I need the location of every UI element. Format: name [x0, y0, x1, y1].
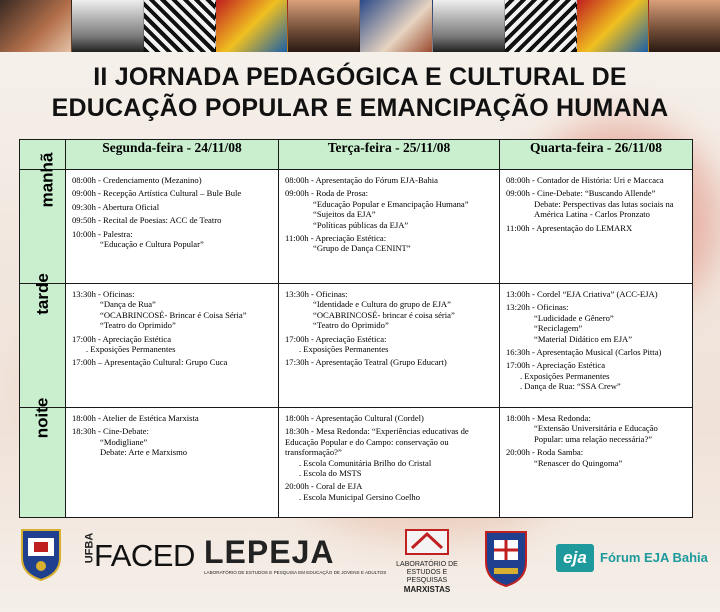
entry-detail: “Políticas públicas da EJA” [313, 219, 409, 230]
entry-detail: . Escola do MSTS [299, 468, 362, 479]
entry-text: 20:00h - Coral de EJA [285, 481, 363, 492]
entry-text: 17:00h - Apreciação Estética: [285, 333, 387, 344]
day-header-monday: Segunda-feira - 24/11/08 [66, 140, 279, 170]
entry-detail: “Modigliane” [100, 436, 148, 447]
schedule-entry [285, 481, 493, 502]
banner-photo [649, 0, 720, 52]
banner-photo [360, 0, 432, 52]
schedule-cell [279, 408, 500, 518]
entry-detail: Debate: Perspectivas das lutas sociais na América Latina - Carlos Pronzato [534, 198, 674, 220]
entry-text: 09:50h - Recital de Poesias: ACC de Teatro [72, 215, 222, 226]
schedule-cell [66, 284, 279, 408]
row-morning [20, 170, 693, 284]
faced-text: FACED [94, 538, 195, 573]
day-header-tuesday: Terça-feira - 25/11/08 [279, 140, 500, 170]
entry-text: 10:00h - Palestra: [72, 228, 133, 239]
day-header-wednesday: Quarta-feira - 26/11/08 [500, 140, 693, 170]
schedule-entry [506, 289, 686, 299]
schedule-cell [500, 170, 693, 284]
entry-detail: “Educação e Cultura Popular” [100, 239, 204, 250]
banner-photo [144, 0, 216, 52]
row-evening [20, 408, 693, 518]
schedule-entry [72, 202, 272, 212]
schedule-cell [66, 408, 279, 518]
lemarx-caption-1: LABORATÓRIO DE [396, 561, 458, 568]
entry-text: 09:00h - Recepção Artística Cultural – Bule Bule [72, 188, 242, 199]
entry-detail: “Extensão Universitária e Educação Popular: uma relação necessária?” [534, 423, 658, 444]
entry-detail: . Exposições Permanentes [520, 370, 610, 381]
entry-text: 13:20h - Oficinas: [506, 302, 569, 313]
schedule-entry [285, 426, 493, 478]
crest-icon [18, 524, 64, 582]
schedule-entry [72, 188, 272, 198]
ufba-crest-logo [18, 524, 64, 582]
schedule-entry [506, 360, 686, 391]
schedule-entry [506, 302, 686, 344]
entry-text: 09:30h - Abertura Oficial [72, 201, 160, 212]
schedule-entry [285, 188, 493, 230]
banner-photo [72, 0, 144, 52]
page-title [0, 62, 720, 124]
title-line-1: II JORNADA PEDAGÓGICA E CULTURAL DE [93, 63, 627, 91]
entry-detail: “Renascer do Quingoma” [534, 457, 623, 468]
entry-detail: “Educação Popular e Emancipação Humana” [313, 198, 469, 209]
entry-detail: . Exposições Permanentes [86, 344, 176, 355]
schedule-entry [285, 233, 493, 254]
forum-text: Fórum EJA Bahia [600, 550, 708, 565]
eja-text: eja [563, 548, 587, 567]
entry-detail: “Teatro do Oprimido” [100, 320, 176, 331]
entry-text: 17:00h - Apreciação Estética [506, 360, 606, 371]
schedule-entry [72, 357, 272, 367]
schedule-entry [72, 175, 272, 185]
schedule-entry [72, 229, 272, 250]
entry-text: 08:00h - Contador de História: Uri e Maccaca [506, 175, 664, 185]
schedule-entry [285, 175, 493, 185]
schedule-entry [285, 289, 493, 331]
crest-icon [480, 524, 532, 588]
entry-text: 17:30h - Apresentação Teatral (Grupo Educart) [285, 357, 447, 368]
schedule-entry [506, 447, 686, 468]
lemarx-caption-2: ESTUDOS E PESQUISAS [406, 569, 448, 584]
entry-detail: “Sujeitos da EJA” [313, 209, 376, 220]
schedule-entry [506, 347, 686, 357]
entry-detail: . Escola Comunitária Brilho do Cristal [299, 457, 432, 468]
entry-detail: “Ludicidade e Gênero” [534, 312, 614, 323]
entry-text: 16:30h - Apresentação Musical (Carlos Pitta) [506, 347, 662, 358]
schedule-entry [506, 188, 686, 219]
schedule-cell [66, 170, 279, 284]
entry-text: 08:00h - Apresentação do Fórum EJA-Bahia [285, 175, 438, 185]
schedule-entry [285, 334, 493, 355]
schedule-table [19, 139, 693, 518]
entry-text: 18:00h - Atelier de Estética Marxista [72, 413, 199, 423]
schedule-entry [72, 426, 272, 457]
lemarx-caption-3: MARXISTAS [403, 585, 451, 594]
schedule-cell [279, 284, 500, 408]
schedule-entry [285, 413, 493, 423]
entry-text: 18:30h - Mesa Redonda: “Experiências educativas de Educação Popular e do Campo: conservação ou transformação?” [285, 426, 469, 458]
schedule-entry [72, 334, 272, 355]
entry-detail: “Material Didático em EJA” [534, 333, 633, 344]
header-row [20, 140, 693, 170]
entry-detail: “Identidade e Cultura do grupo de EJA” [313, 299, 451, 310]
entry-detail: “OCABRINCOSÉ- brincar é coisa séria” [313, 309, 455, 320]
banner-photo [505, 0, 577, 52]
eja-badge [556, 544, 594, 572]
lepeja-caption: LABORATÓRIO DE ESTUDOS E PESQUISA EM EDUCAÇÃO DE JOVENS E ADULTOS [204, 570, 387, 575]
title-line-2: EDUCAÇÃO POPULAR E EMANCIPAÇÃO HUMANA [51, 94, 669, 122]
forum-eja-logo [556, 544, 708, 578]
schedule-entry [506, 175, 686, 185]
entry-detail: Debate: Arte e Marxismo [100, 447, 188, 458]
banner-photo [288, 0, 360, 52]
lepeja-wordmark [204, 536, 380, 568]
schedule-entry [285, 357, 493, 367]
lemarx-emblem-icon [392, 528, 462, 556]
lepeja-text: LEPEJA [204, 534, 335, 570]
entry-text: 17:00h – Apresentação Cultural: Grupo Cuca [72, 357, 228, 368]
photo-banner [0, 0, 720, 52]
entry-detail: . Escola Municipal Gersino Coelho [299, 491, 421, 502]
lemarx-logo [392, 528, 462, 594]
sponsor-logos [0, 522, 720, 612]
entry-detail: . Dança de Rua: “SSA Crew” [520, 381, 621, 392]
entry-text: 20:00h - Roda Samba: [506, 447, 584, 458]
schedule-entry [72, 215, 272, 225]
lepeja-logo [204, 534, 387, 586]
schedule-entry [72, 413, 272, 423]
schedule-cell [500, 284, 693, 408]
banner-photo [216, 0, 288, 52]
schedule-cell [279, 170, 500, 284]
entry-detail: “OCABRINCOSÉ- Brincar é Coisa Séria” [100, 309, 247, 320]
ufba-text: UFBA [83, 532, 96, 564]
entry-text: 09:00h - Roda de Prosa: [285, 188, 369, 199]
banner-photo [577, 0, 649, 52]
schedule-entry [506, 223, 686, 233]
entry-text: 11:00h - Apreciação Estética: [285, 233, 387, 244]
period-label-afternoon: tarde [20, 284, 66, 408]
entry-text: 18:00h - Mesa Redonda: [506, 413, 591, 423]
entry-text: 18:30h - Cine-Debate: [72, 426, 149, 437]
entry-text: 13:30h - Oficinas: [72, 289, 135, 299]
entry-text: 08:00h - Credenciamento (Mezanino) [72, 175, 202, 185]
schedule-cell [500, 408, 693, 518]
entry-detail: “Reciclagem” [534, 323, 583, 334]
entry-detail: “Grupo de Dança CENINT” [313, 243, 411, 254]
schedule-entry [72, 289, 272, 331]
period-label-evening: noite [20, 408, 66, 518]
entry-detail: “Teatro do Oprimido” [313, 320, 389, 331]
entry-detail: . Exposições Permanentes [299, 344, 389, 355]
entry-text: 18:00h - Apresentação Cultural (Cordel) [285, 413, 424, 423]
period-label-morning: manhã [20, 170, 66, 284]
institution-crest-logo [480, 524, 532, 588]
entry-text: 17:00h - Apreciação Estética [72, 333, 172, 344]
schedule-entry [506, 413, 686, 444]
entry-text: 11:00h - Apresentação do LEMARX [506, 222, 633, 233]
row-afternoon [20, 284, 693, 408]
banner-photo [433, 0, 505, 52]
banner-photo [0, 0, 72, 52]
entry-text: 09:00h - Cine-Debate: “Buscando Allende” [506, 188, 656, 199]
entry-detail: “Dança de Rua” [100, 299, 156, 310]
entry-text: 13:30h - Oficinas: [285, 289, 348, 299]
entry-text: 13:00h - Cordel “EJA Criativa” (ACC-EJA) [506, 289, 658, 299]
